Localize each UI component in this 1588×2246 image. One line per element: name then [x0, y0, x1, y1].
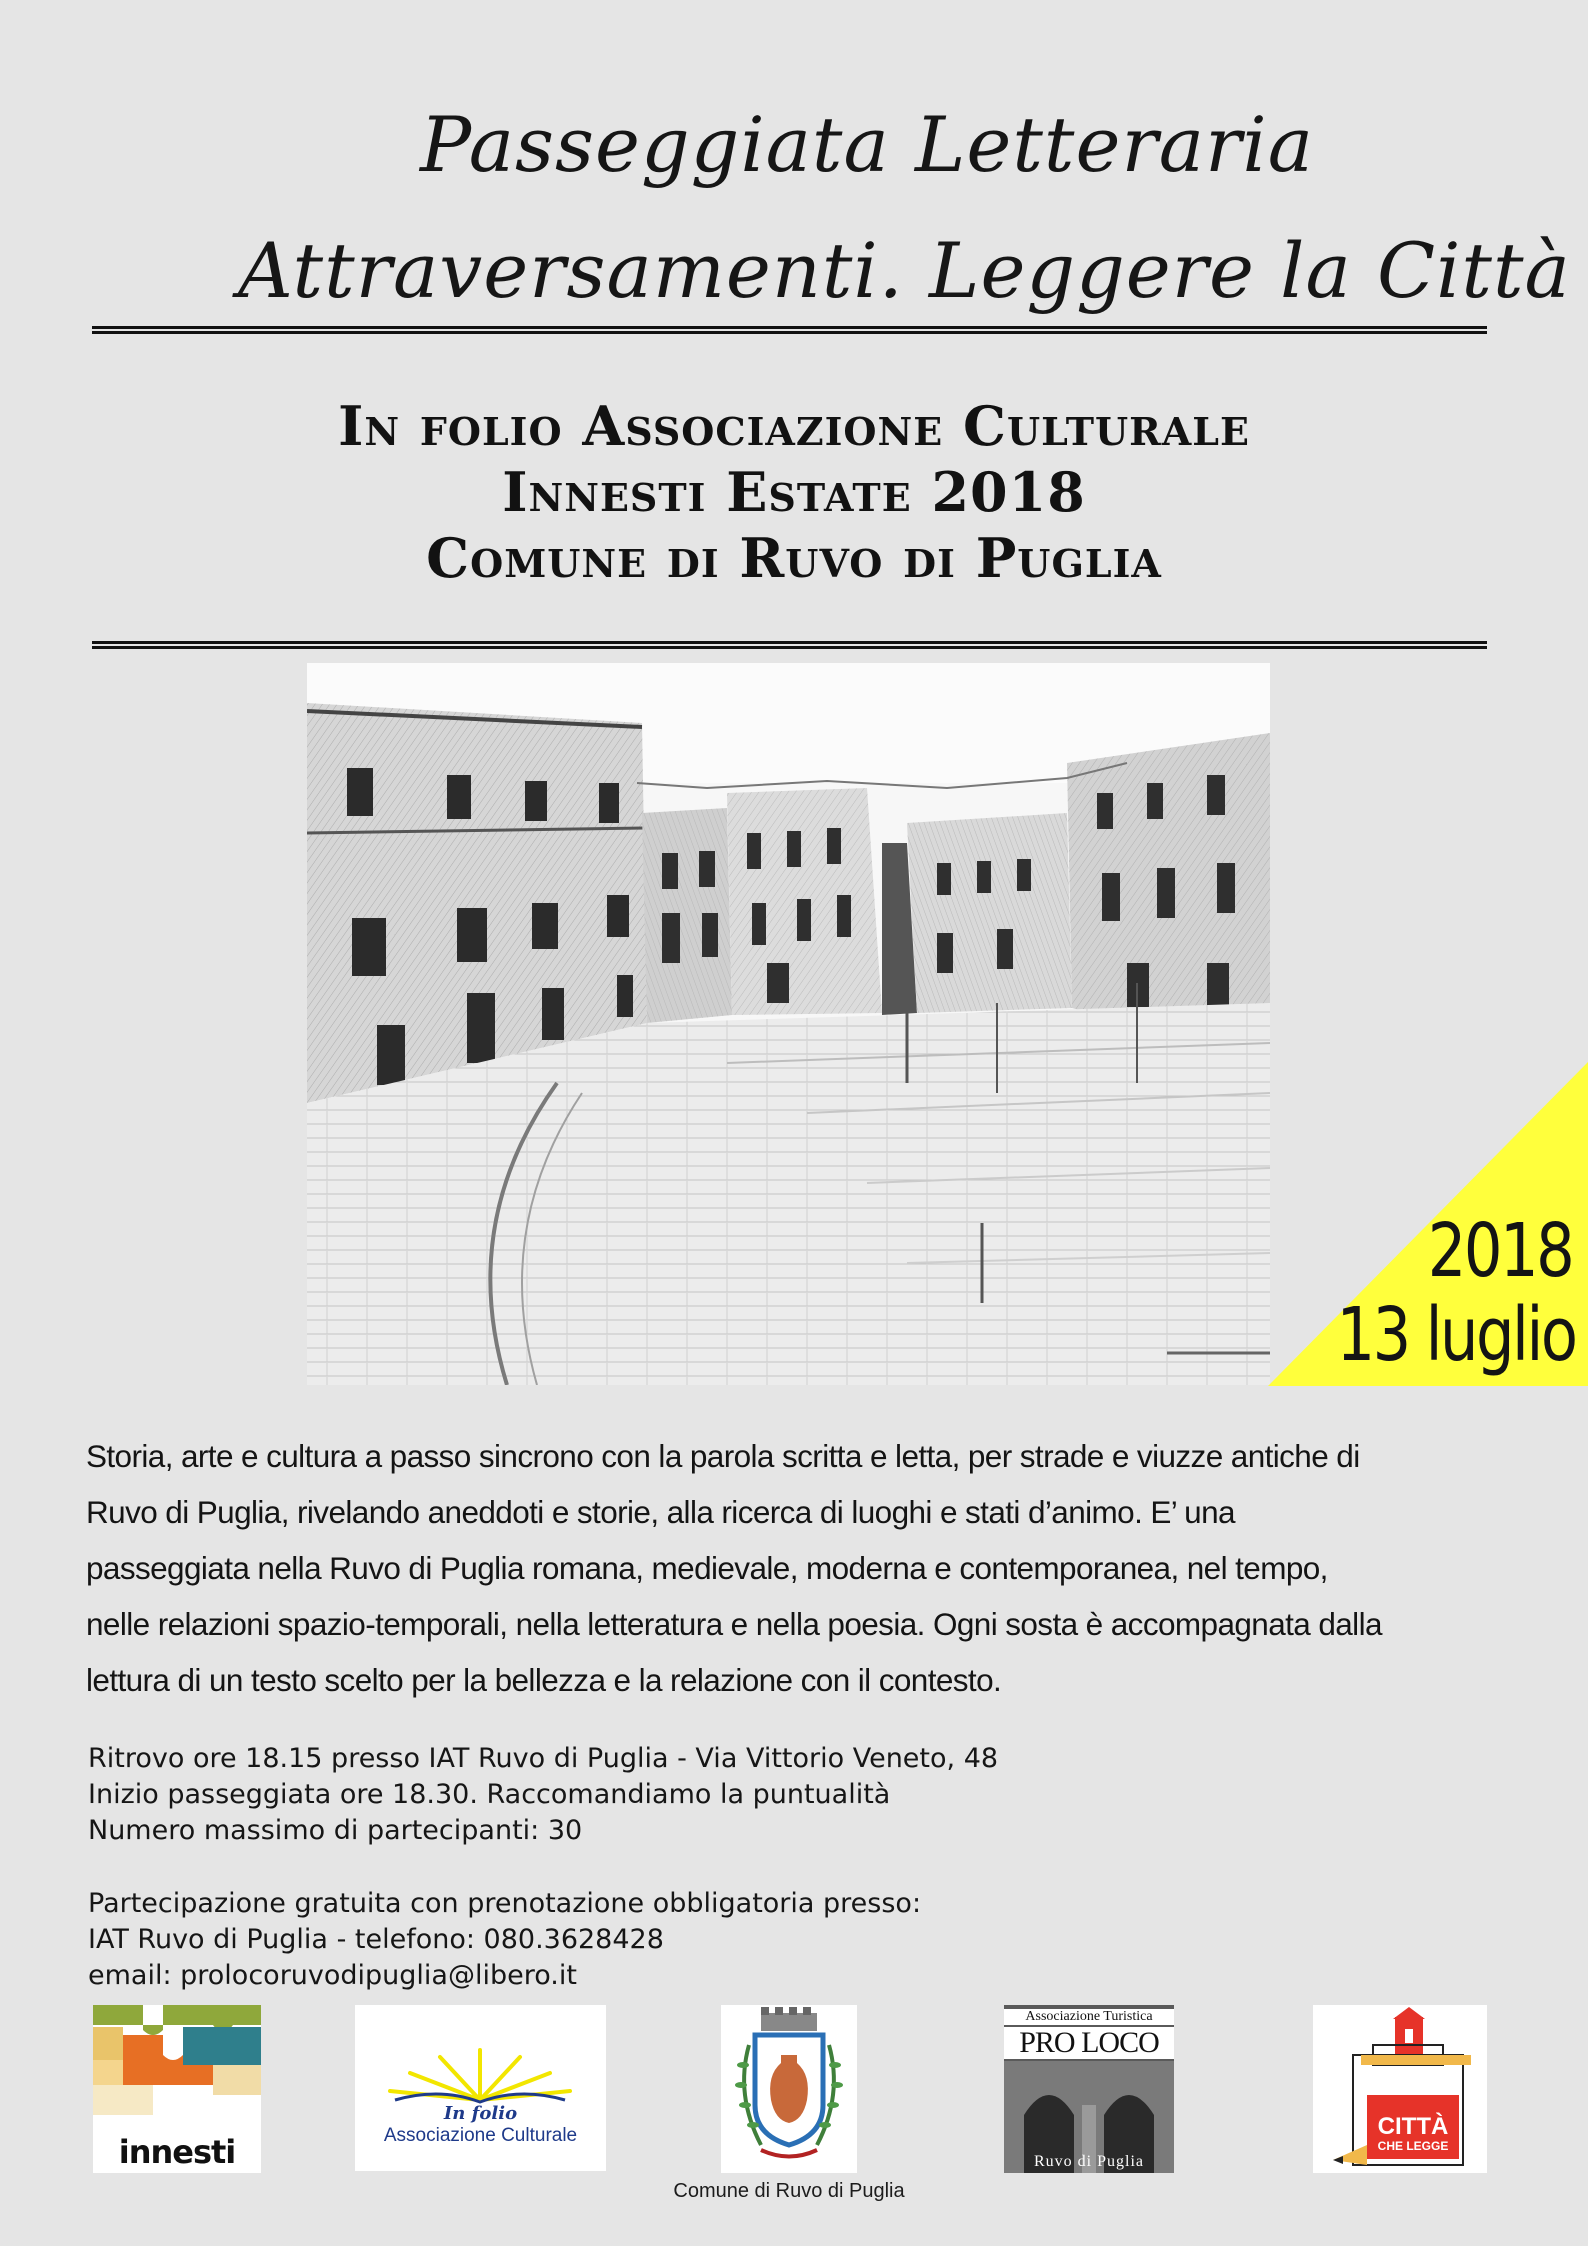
- event-description: [86, 1428, 1526, 1708]
- meeting-info-line: Ritrovo ore 18.15 presso IAT Ruvo di Puglia - Via Vittorio Veneto, 48: [88, 1743, 999, 1774]
- citta-che-legge-logo: [1313, 2005, 1487, 2173]
- piazza-sketch-image: [307, 663, 1270, 1385]
- event-day: 13 luglio: [1336, 1292, 1576, 1378]
- proloco-logo-name: PRO LOCO: [1004, 2027, 1174, 2059]
- description-line: Ruvo di Puglia, rivelando aneddoti e storie, alla ricerca di luoghi e stati d’animo. E’ una: [86, 1494, 1235, 1530]
- event-year: 2018: [1427, 1208, 1572, 1294]
- description-line: nelle relazioni spazio-temporali, nella letteratura e nella poesia. Ogni sosta è accompagnata dalla: [86, 1606, 1382, 1642]
- top-divider: [92, 326, 1487, 334]
- organizer-line: In folio Associazione Culturale: [338, 394, 1250, 458]
- innesti-logo-text: innesti: [118, 2133, 236, 2171]
- proloco-logo: [1004, 2005, 1174, 2173]
- booking-info-line: Partecipazione gratuita con prenotazione obbligatoria presso:: [88, 1888, 922, 1919]
- booking-info: [88, 1886, 921, 1994]
- infolio-logo-subtitle: Associazione Culturale: [383, 2125, 578, 2146]
- comune-caption: Comune di Ruvo di Puglia: [673, 2180, 905, 2202]
- meeting-info-line: Numero massimo di partecipanti: 30: [88, 1815, 583, 1846]
- organizer-line: Comune di Ruvo di Puglia: [426, 526, 1162, 590]
- comune-crest-logo: [721, 2005, 857, 2173]
- citta-logo-title: CITTÀ: [1377, 2113, 1449, 2140]
- infolio-logo: [355, 2005, 606, 2171]
- infolio-logo-name: In folio: [443, 2103, 518, 2124]
- middle-divider: [92, 641, 1487, 649]
- description-line: passeggiata nella Ruvo di Puglia romana, medievale, moderna e contemporanea, nel tempo,: [86, 1550, 1328, 1586]
- title-line-1: Passeggiata Letteraria: [420, 100, 1315, 189]
- meeting-info: [88, 1741, 998, 1849]
- organizer-line: Innesti Estate 2018: [502, 460, 1086, 524]
- citta-logo-subtitle: CHE LEGGE: [1377, 2139, 1449, 2153]
- description-line: Storia, arte e cultura a passo sincrono con la parola scritta e letta, per strade e viuzze antiche di: [86, 1438, 1360, 1474]
- organizers-block: [0, 393, 1588, 591]
- booking-email[interactable]: email: prolocoruvodipuglia@libero.it: [88, 1960, 577, 1991]
- meeting-info-line: Inizio passeggiata ore 18.30. Raccomandiamo la puntualità: [88, 1779, 891, 1810]
- description-line: lettura di un testo scelto per la bellezza e la relazione con il contesto.: [86, 1662, 1002, 1698]
- proloco-logo-footer: Ruvo di Puglia: [1033, 2153, 1144, 2170]
- booking-phone: IAT Ruvo di Puglia - telefono: 080.3628428: [88, 1924, 664, 1955]
- innesti-logo: [93, 2005, 261, 2173]
- title-line-2: Attraversamenti. Leggere la Città: [238, 226, 1571, 315]
- proloco-logo-header: Associazione Turistica: [1004, 2009, 1174, 2025]
